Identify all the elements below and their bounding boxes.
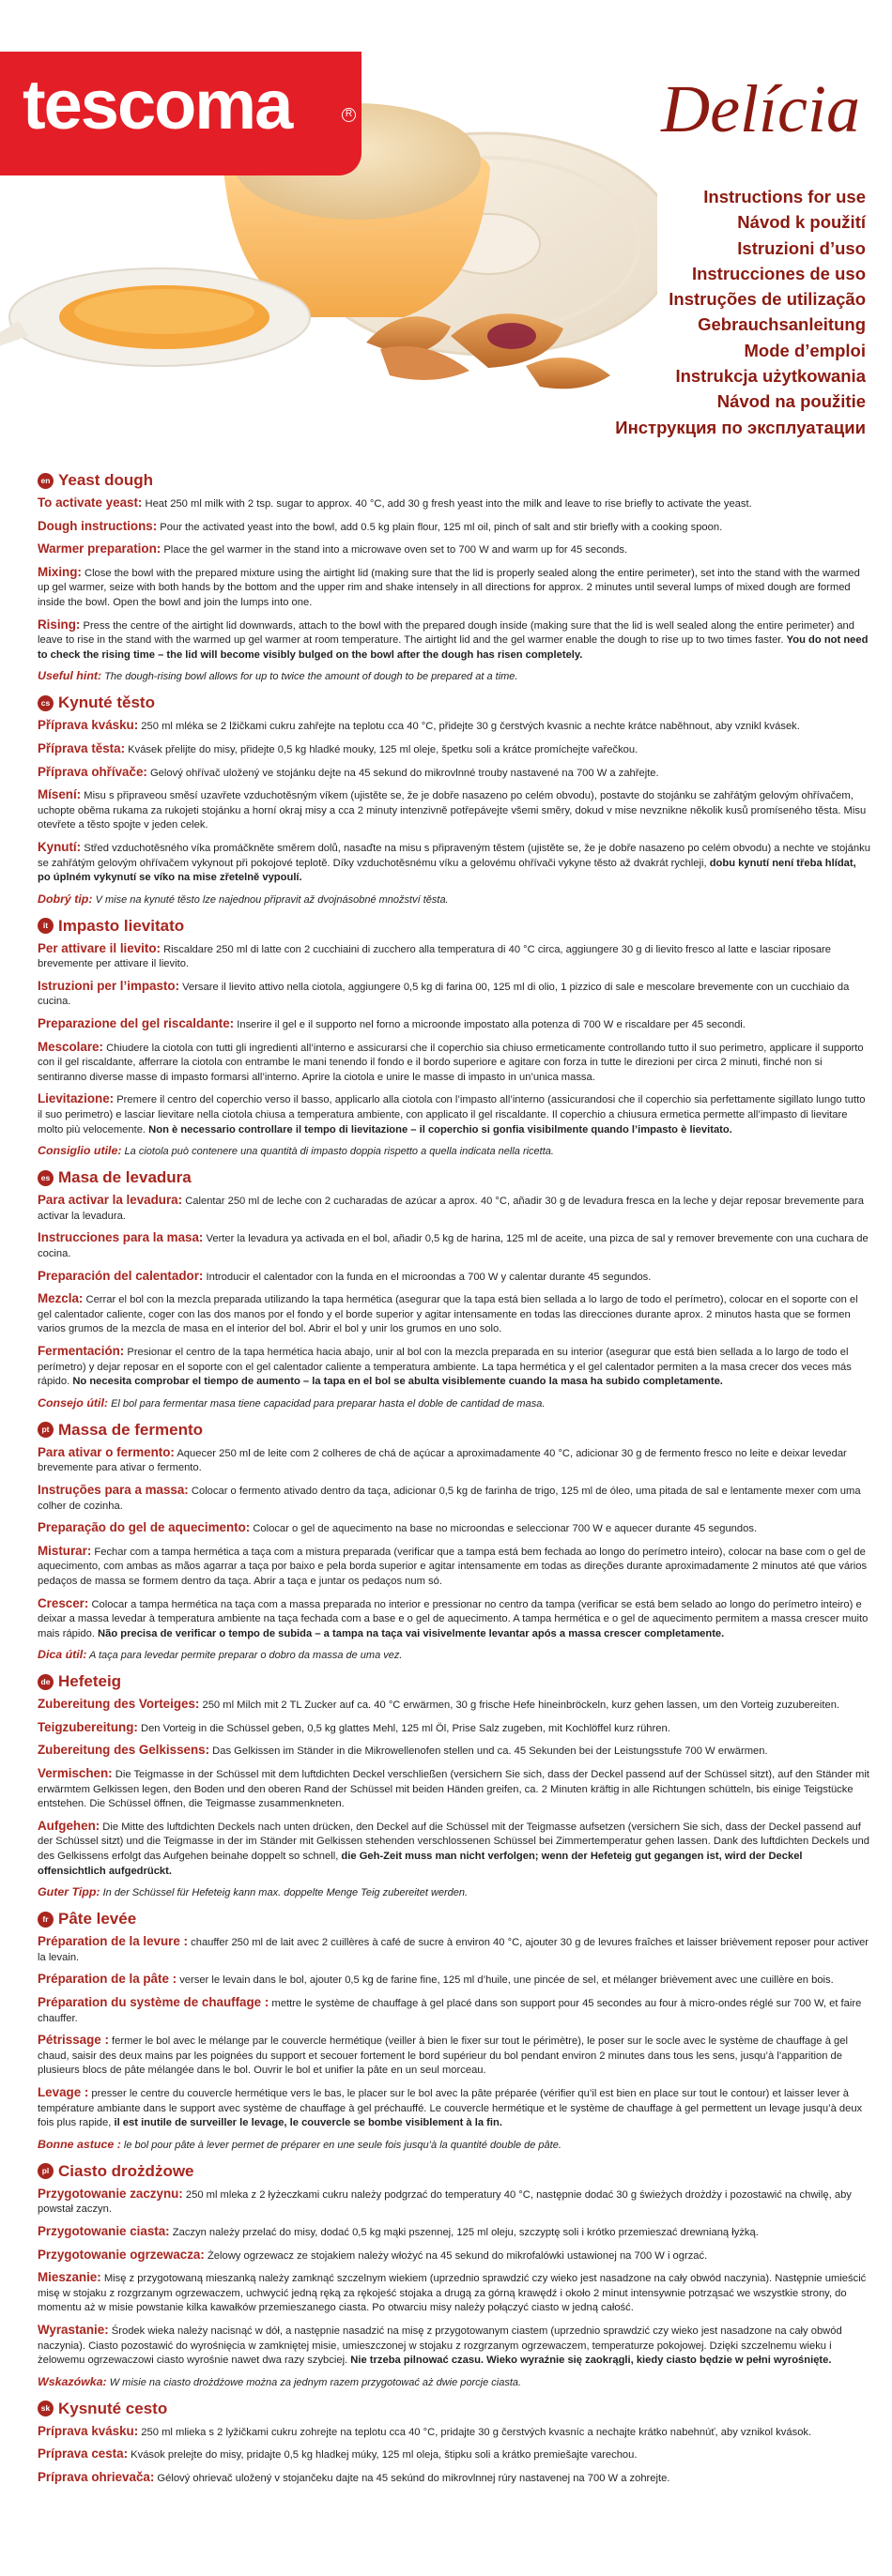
step-label: Zubereitung des Vorteiges:: [38, 1697, 200, 1712]
step-label: Fermentación:: [38, 1343, 125, 1358]
step-text: Calentar 250 ml de leche con 2 cucharadas de azúcar a aprox. 40 °C, añadir 30 g de levadura fresca en la leche y dejar reposar brevemente para activar la levadura.: [38, 1196, 864, 1222]
instruction-paragraph: [38, 718, 871, 735]
instruction-paragraph: [38, 979, 871, 1010]
step-text: Gelový ohřívač uložený ve stojánku dejte na 45 sekund do mikrovlnné trouby nastavené na 700 W a zahřejte.: [146, 767, 659, 779]
useful-hint: [38, 1396, 871, 1411]
hint-text: A taça para levedar permite preparar o dobro da massa de uma vez.: [86, 1650, 403, 1662]
step-label: Rising:: [38, 617, 81, 632]
step-label: Příprava těsta:: [38, 740, 126, 755]
step-text: Żelowy ogrzewacz ze stojakiem należy włożyć na 45 sekund do mikrofalówki ustawionej na 700 W i ogrzać.: [204, 2249, 708, 2262]
step-label: Preparazione del gel riscaldante:: [38, 1016, 235, 1031]
step-text: Die Teigmasse in der Schüssel mit dem luftdichten Deckel verschließen (versichern Sie sich, dass der Deckel passend auf der Schüssel sitzt), auf den Ständer mit erwärmtem Gelkissen legen, den Boden und den oberen Rand der Schüssel mit beiden Händen greifen, ca. 2 Minuten kräftig in alle Richtungen schütteln, bis einige Teigstücke entstehen. Die Schüssel öffnen, die Teigmasse zusammenkneten.: [38, 1769, 869, 1810]
useful-hint: [38, 892, 871, 907]
step-label: Instrucciones para la masa:: [38, 1230, 204, 1245]
step-label: Préparation du système de chauffage :: [38, 1995, 269, 2009]
instruction-paragraph: [38, 765, 871, 782]
hint-text: The dough-rising bowl allows for up to twice the amount of dough to be prepared at a time.: [101, 671, 518, 683]
useful-hint: [38, 2375, 871, 2390]
instruction-paragraph: [38, 1743, 871, 1760]
step-label: Mescolare:: [38, 1039, 103, 1054]
section-heading: [38, 1670, 871, 1693]
useful-hint: [38, 1885, 871, 1900]
language-code-badge: de: [38, 1674, 54, 1690]
instruction-paragraph: [38, 1934, 871, 1965]
instruction-paragraph: [38, 741, 871, 758]
instruction-paragraph: [38, 2323, 871, 2369]
instruction-paragraph: [38, 1230, 871, 1261]
instruction-paragraph: [38, 1445, 871, 1476]
step-label: Mezcla:: [38, 1291, 84, 1306]
instruction-paragraph: [38, 2224, 871, 2241]
language-code-badge: sk: [38, 2401, 54, 2416]
step-label: Mísení:: [38, 787, 82, 802]
step-text: Fechar com a tampa hermética a taça com a mistura preparada (verificar que a tampa está bem fechada ao longo do perímetro inteiro), colocar na base com o gel de aquecimento, com ambas as mãos agarrar a taça por baixo e pela borda superior e agitar intensamente em todas as direções durante aproximadamente 2 minutos até que vários pedaços de massa se formem dentro da taça. Abrir a taça e juntar os pedaços num só.: [38, 1546, 868, 1587]
instruction-paragraph: [38, 1483, 871, 1514]
step-label: Préparation de la pâte :: [38, 1972, 177, 1987]
step-text: presser le centre du couvercle hermétique vers le bas, le placer sur le bol avec la pâte préparée (vérifier qu’il est bien en place sur tout le contour) et laisser lever à température ambiante dans le support avec système de chauffage à gel préchauffé. Le couvercle hermétique et le système de chauffage à gel permettent un levage jusqu’à deux fois plus rapide,: [38, 2087, 863, 2129]
step-text: Cerrar el bol con la mezcla preparada utilizando la tapa hermética (asegurar que la tapa está bien sellada a lo largo de todo el perímetro), colocar en el soporte con el gel calentador caliente, coger con las dos manos por el fondo y el borde superior y agitar intensamente en todas las direcciones durante aprox. 2 minutos hasta que se formen varios grumos de la mezcla de masa en el interior del bol. Abrir el bol y unir los grumos en uno solo.: [38, 1294, 858, 1335]
step-label: Per attivare il lievito:: [38, 940, 161, 955]
step-text: verser le levain dans le bol, ajouter 0,5 kg de farine fine, 125 ml d’huile, une pincée de sel, et mélanger brièvement avec une cuillère en bois.: [177, 1974, 834, 1987]
language-code-badge: es: [38, 1170, 54, 1186]
step-text: Misę z przygotowaną mieszanką należy zamknąć szczelnym wiekiem (uprzednio sprawdzić czy wieko jest nasadzone na cały obwód naczynia). Następnie umieścić misę w stojaku z rozgrzanym ogrzewaczem, uchwycić jedną ręką za rękojeść stojaka a drugą za górną krawędź i około 2 minut intensywnie potrząsać we wszystkie strony, do momentu aż w misie powstanie kilka kawałków przemieszanego ciasta. Po otwarciu misy należy połączyć ciasto w jedną całość.: [38, 2273, 867, 2314]
step-label: Preparación del calentador:: [38, 1268, 204, 1283]
logo-text: tescoma: [23, 66, 292, 144]
useful-hint: [38, 669, 871, 684]
instruction-paragraph: [38, 1972, 871, 1989]
instruction-paragraph: [38, 2470, 871, 2487]
instruction-paragraph: [38, 1091, 871, 1137]
instruction-title: Instrukcja użytkowania: [675, 366, 866, 387]
section-fr: [38, 1908, 871, 2153]
instruction-paragraph: [38, 495, 871, 512]
instruction-title: Instruções de utilização: [669, 289, 866, 310]
section-sk: [38, 2398, 871, 2487]
step-text: Premere il centro del coperchio verso il basso, applicarlo alla ciotola con l’impasto all’interno (assicurandosi che il coperchio sia perfettamente sigillato lungo tutto il suo perimetro) e lasciar lievitare nella ciotola chiusa a temperatura ambiente, con applicato il gel riscaldante. Il coperchio a chiusura ermetica permette all’impasto di lievitare molto più velocemente.: [38, 1094, 866, 1136]
step-label: Příprava ohřívače:: [38, 764, 147, 779]
instruction-paragraph: [38, 1269, 871, 1286]
step-text: Střed vzduchotěsného víka promáčkněte směrem dolů, nasaďte na misu s připraveným těstem (ujistěte se, že je dobře nasazeno po celém obvodu) a nechte ve stojánku se zahřátým gelovým ohřívačem vykynout při pokojové teplotě. Díky vzduchotěsnému víku a gelovému ohřívači vykyne těsto až dvakrát rychleji,: [38, 842, 870, 869]
step-text: Misu s připraveou směsí uzavřete vzduchotěsným víkem (ujistěte se, že je dobře nasazeno po celém obvodu), postavte do stojánku se zahřátým gelovým ohřívačem, uchopte oběma rukama za rukojeti stojánku a horní okraj misy a cca 2 minuty intenzivně potřepávejte všemi směry, dokud v mise nevznikne několik kusů promíseného těsta. Misu otevřete a těsto spojte v jeden celek.: [38, 790, 867, 831]
step-text: Riscaldare 250 ml di latte con 2 cucchiaini di zucchero alla temperatura di 40 °C circa, aggiungere 30 g di lievito fresco al latte e lasciar riposare brevemente per attivare il lievito.: [38, 943, 831, 970]
hint-label: Dica útil:: [38, 1648, 87, 1662]
hint-text: In der Schüssel für Hefeteig kann max. doppelte Menge Teig zubereitet werden.: [100, 1887, 469, 1899]
useful-hint: [38, 1144, 871, 1159]
step-text: Verter la levadura ya activada en el bol, añadir 0,5 kg de harina, 125 ml de aceite, una pizca de sal y remover brevemente con una cuchara de cocina.: [38, 1233, 869, 1259]
step-text: Colocar o gel de aquecimento na base no microondas e seleccionar 700 W e aquecer durante 45 segundos.: [250, 1523, 758, 1535]
instruction-paragraph: [38, 1344, 871, 1390]
section-title: Impasto lievitato: [58, 916, 185, 935]
step-text: fermer le bol avec le mélange par le couvercle hermétique (veiller à bien le fixer sur tout le périmètre), le poser sur le socle avec le système de chauffage à gel chaud, saisir des deux mains par les poignées du support et secouer fortement le bord supérieur du bol pendant environ 2 minutes dans tous les sens, jusqu’à l’apparition de plusieurs blocs de pâte mélangée dans le bol. Ouvrir le bol et unifier la pâte en un seul morceau.: [38, 2035, 848, 2077]
step-text: chauffer 250 ml de lait avec 2 cuillères à café de sucre à environ 40 °C, ajouter 30 g de levures fraîches et laisser brièvement reposer pour activer la levain.: [38, 1937, 869, 1963]
step-text: Heat 250 ml milk with 2 tsp. sugar to approx. 40 °C, add 30 g fresh yeast into the milk and leave to rise briefly to activate the yeast.: [142, 498, 752, 510]
section-pl: [38, 2160, 871, 2390]
step-text: Close the bowl with the prepared mixture using the airtight lid (making sure that the lid is properly sealed along the entire perimeter), set into the stand with the warmed up gel warmer, seize with both hands by the bottom and the upper rim and shake intensely in all directions for approx. 2 minutes until several lumps of mixed dough are formed inside the bowl. Open the bowl and join the lumps into one.: [38, 567, 860, 608]
step-emphasis: die Geh-Zeit muss man nicht verfolgen; wenn der Hefeteig gut gegangen ist, wird der Deckel offensichtlich aufgedrückt.: [38, 1851, 803, 1877]
step-text: Die Mitte des luftdichten Deckels nach unten drücken, den Deckel auf die Schüssel mit der Teigmasse aufsetzen (versichern Sie sich, dass der Deckel passend auf der Schüssel sitzt) und die Teigmasse in der im Ständer mit Gelkissen stehenden verschlossenen Schüssel bei Zimmertemperatur gehen lassen. Dank des luftdichten Deckels und des Gelkissens erfolgt das Aufgehen beinahe doppelt so schnell,: [38, 1821, 869, 1863]
instruction-paragraph: [38, 1040, 871, 1086]
hint-text: W misie na ciasto drożdżowe można za jednym razem przygotować aż dwie porcje ciasta.: [106, 2376, 522, 2388]
instruction-paragraph: [38, 787, 871, 833]
hint-label: Dobrý tip:: [38, 892, 93, 906]
section-en: [38, 469, 871, 684]
instruction-paragraph: [38, 1766, 871, 1812]
instruction-paragraph: [38, 1016, 871, 1033]
step-text: Introducir el calentador con la funda en el microondas a 700 W y calentar durante 45 segundos.: [203, 1271, 652, 1283]
hint-label: Consiglio utile:: [38, 1144, 122, 1158]
instruction-paragraph: [38, 2085, 871, 2131]
step-text: Press the centre of the airtight lid downwards, attach to the bowl with the prepared dough inside (making sure that the lid is well sealed along the entire perimeter) and leave to rise in the stand with the warmed up gel warmer at room temperature. The airtight lid and the gel warmer enable the dough to rise up to two times faster.: [38, 619, 854, 647]
product-name: Delícia: [661, 71, 860, 146]
section-cs: [38, 692, 871, 907]
step-label: Vermischen:: [38, 1766, 113, 1781]
language-code-badge: cs: [38, 695, 54, 711]
step-label: Lievitazione:: [38, 1091, 115, 1106]
step-text: Presionar el centro de la tapa hermética hacia abajo, unir al bol con la mezcla preparada en su interior (asegurar que está bien sellada a lo largo de todo el perímetro) y dejar reposar en el soporte con el gel calentador caliente a temperatura ambiente. La tapa hermética y el gel calentador permiten a la masa crecer dos veces más rápido.: [38, 1346, 852, 1388]
step-label: Dough instructions:: [38, 518, 158, 533]
hint-text: La ciotola può contenere una quantità di impasto doppia rispetto a quella indicata nella ricetta.: [121, 1146, 554, 1158]
step-label: Instruções para a massa:: [38, 1482, 189, 1497]
step-label: Příprava kvásku:: [38, 718, 139, 733]
step-label: Przygotowanie ciasta:: [38, 2223, 170, 2238]
step-label: To activate yeast:: [38, 495, 143, 510]
section-heading: [38, 2398, 871, 2420]
hint-label: Bonne astuce :: [38, 2137, 121, 2151]
section-de: [38, 1670, 871, 1900]
section-title: Kynuté těsto: [58, 694, 155, 712]
instruction-paragraph: [38, 1291, 871, 1337]
step-text: Inserire il gel e il supporto nel forno a microonde impostato alla potenza di 700 W e riscaldare per 45 secondi.: [234, 1019, 746, 1031]
step-text: 250 ml mlieka s 2 lyžičkami cukru zohrejte na teplotu cca 40 °C, pridajte 30 g čerstvých kvasníc a nechajte krátko nabehnúť, aby vznikol kvások.: [138, 2426, 812, 2438]
section-it: [38, 915, 871, 1160]
section-es: [38, 1166, 871, 1411]
instruction-title: Istruzioni d’uso: [737, 237, 866, 258]
step-label: Préparation de la levure :: [38, 1934, 189, 1949]
language-code-badge: fr: [38, 1912, 54, 1928]
language-code-badge: pl: [38, 2163, 54, 2179]
instruction-title: Instructions for use: [703, 187, 866, 206]
step-emphasis: Non è necessario controllare il tempo di lievitazione – il coperchio si gonfia visibilmente quando l’impasto è lievitato.: [148, 1123, 732, 1136]
section-heading: [38, 1166, 871, 1189]
section-title: Massa de fermento: [58, 1420, 203, 1439]
registered-mark: R: [342, 108, 356, 122]
step-label: Príprava kvásku:: [38, 2423, 139, 2438]
instruction-paragraph: [38, 840, 871, 886]
step-label: Levage :: [38, 2084, 89, 2099]
instruction-title: Návod na použitie: [716, 391, 866, 412]
step-label: Preparação do gel de aquecimento:: [38, 1520, 251, 1535]
instruction-paragraph: [38, 2270, 871, 2316]
header: [0, 0, 892, 441]
instruction-paragraph: [38, 2248, 871, 2264]
instruction-paragraph: [38, 1720, 871, 1737]
hint-label: Wskazówka:: [38, 2374, 107, 2388]
step-text: Place the gel warmer in the stand into a microwave oven set to 700 W and warm up for 45 seconds.: [161, 544, 628, 556]
instruction-paragraph: [38, 1544, 871, 1590]
instructions-content: [38, 469, 871, 2492]
section-title: Pâte levée: [58, 1910, 137, 1928]
instruction-paragraph: [38, 1520, 871, 1537]
step-text: mettre le système de chauffage à gel placé dans son support pour 45 secondes au four à micro-ondes réglé sur 700 W, et faire chauffer.: [38, 1998, 862, 2024]
instruction-paragraph: [38, 519, 871, 536]
step-label: Przygotowanie ogrzewacza:: [38, 2247, 205, 2262]
hint-text: le bol pour pâte à lever permet de préparer en une seule fois jusqu’à la quantité double de pâte.: [120, 2139, 561, 2151]
section-heading: [38, 692, 871, 714]
section-heading: [38, 915, 871, 937]
step-emphasis: No necesita comprobar el tiempo de aumento – la tapa en el bol se abulta visiblemente cuando la masa ha subido completamente.: [72, 1376, 723, 1388]
section-title: Ciasto drożdżowe: [58, 2161, 194, 2180]
instruction-paragraph: [38, 2424, 871, 2441]
step-label: Przygotowanie zaczynu:: [38, 2186, 183, 2201]
step-text: Kvások prelejte do misy, pridajte 0,5 kg hladkej múky, 125 ml oleja, štipku soli a krátko premiešajte varechou.: [128, 2449, 638, 2462]
hint-label: Useful hint:: [38, 669, 102, 683]
step-text: Chiudere la ciotola con tutti gli ingredienti all’interno e assicurarsi che il coperchio sia chiuso ermeticamente controllando tutto il suo perimetro, applicare il supporto con il gel riscaldante, afferrare la ciotola con entrambe le mani tenendo il fondo e il bordo superiore e agitare con forza in tutte le direzioni per circa 2 minuti, finché non si sentiranno diverse masse di impasto formarsi all’interno. Aprire la ciotola e unire le masse di impasto in un’unica massa.: [38, 1042, 864, 1083]
step-text: Aquecer 250 ml de leite com 2 colheres de chá de açúcar a aproximadamente 40 °C, adicionar 30 g de fermento fresco no leite e deixar levedar brevemente para ativar o fermento.: [38, 1447, 847, 1474]
instruction-paragraph: [38, 565, 871, 611]
instruction-paragraph: [38, 617, 871, 663]
step-text: Colocar o fermento ativado dentro da taça, adicionar 0,5 kg de farinha de trigo, 125 ml de óleo, uma pitada de sal e lentamente mexer com uma colher de cozinha.: [38, 1485, 861, 1512]
step-emphasis: You do not need to check the rising time – the lid will become visibly bulged on the bowl after the dough has risen completely.: [38, 634, 869, 661]
step-text: Pour the activated yeast into the bowl, add 0.5 kg plain flour, 125 ml oil, pinch of salt and stir briefly with a cooking spoon.: [157, 521, 723, 533]
instruction-paragraph: [38, 1193, 871, 1224]
instruction-paragraph: [38, 2446, 871, 2463]
language-code-badge: pt: [38, 1422, 54, 1438]
hint-label: Guter Tipp:: [38, 1885, 100, 1899]
section-heading: [38, 1908, 871, 1930]
step-label: Kynutí:: [38, 839, 82, 854]
step-label: Crescer:: [38, 1595, 89, 1610]
useful-hint: [38, 2138, 871, 2153]
step-text: Kvásek přelijte do misy, přidejte 0,5 kg hladké mouky, 125 ml oleje, špetku soli a krátce promíchejte vařečkou.: [125, 743, 638, 755]
instruction-paragraph: [38, 1596, 871, 1642]
language-code-badge: en: [38, 473, 54, 489]
step-label: Zubereitung des Gelkissens:: [38, 1743, 210, 1758]
brand-logo: [0, 52, 361, 175]
step-text: Das Gelkissen im Ständer in die Mikrowellenofen stellen und ca. 45 Sekunden bei der Leistungsstufe 700 W erwärmen.: [209, 1745, 768, 1758]
step-text: Środek wieka należy nacisnąć w dół, a następnie nasadzić na misę z przygotowanym ciastem (uprzednio sprawdzić czy wieko jest nasadzone na cały obwód naczynia). Ciasto pozostawić do wyrośnięcia w zamkniętej misie, umieszczonej w stojaku z rozgrzanym ogrzewaczem, temperaturze pokojowej. Dzięki szczelnemu wieku i żelowemu ogrzewaczowi ciasto wyrośnie nawet dwa razy szybciej.: [38, 2324, 842, 2367]
step-label: Mixing:: [38, 564, 82, 579]
step-text: Gélový ohrievač uložený v stojančeku dajte na 45 sekúnd do mikrovlnnej rúry nastavenej na 700 W a zohrejte.: [154, 2472, 670, 2484]
section-title: Kysnuté cesto: [58, 2399, 168, 2417]
step-label: Wyrastanie:: [38, 2322, 109, 2337]
instruction-title: Инструкция по эксплуатации: [615, 417, 866, 437]
step-label: Aufgehen:: [38, 1818, 100, 1833]
section-heading: [38, 469, 871, 492]
step-label: Mieszanie:: [38, 2270, 101, 2285]
step-text: Colocar a tampa hermética na taça com a massa preparada no interior e pressionar no centro da tampa (verificar se está bem selado ao longo do perímetro inteiro) e deixar a massa levedar à temperatura ambiente na taça fechada com a base e o gel de aquecimento. A tampa hermética e o gel de aquecimento permitem a massa crescer muito mais rápido.: [38, 1598, 869, 1639]
step-emphasis: dobu kynutí není třeba hlídat, po úplném vykynutí se víko na mise zřetelně vypoulí.: [38, 857, 856, 884]
instruction-paragraph: [38, 1995, 871, 2026]
instruction-paragraph: [38, 2187, 871, 2218]
step-emphasis: Não precisa de verificar o tempo de subida – a tampa na taça vai visivelmente levantar após a massa crescer completamente.: [98, 1627, 725, 1639]
step-label: Istruzioni per l’impasto:: [38, 978, 180, 993]
instruction-paragraph: [38, 1819, 871, 1879]
step-text: 250 ml mléka se 2 lžičkami cukru zahřejte na teplotu cca 40 °C, přidejte 30 g čerstvých kvasnic a nechte krátce naběhnout, aby vznikl kvásek.: [138, 721, 800, 733]
useful-hint: [38, 1648, 871, 1663]
instruction-paragraph: [38, 541, 871, 558]
instruction-paragraph: [38, 941, 871, 972]
step-text: 250 ml Milch mit 2 TL Zucker auf ca. 40 °C erwärmen, 30 g frische Hefe hineinbröckeln, kurz gehen lassen, um den Vorteig zuzubereiten.: [199, 1700, 840, 1712]
hint-label: Consejo útil:: [38, 1395, 109, 1410]
step-text: 250 ml mleka z 2 łyżeczkami cukru należy podgrzać do temperatury 40 °C, następnie dodać 30 g świeżych drożdży i pozostawić na chwilę, aby powstał zaczyn.: [38, 2188, 852, 2216]
instruction-titles: [615, 184, 866, 440]
step-emphasis: Nie trzeba pilnować czasu. Wieko wyraźnie się zaokrągli, kiedy ciasto będzie w pełni wyrośnięte.: [350, 2355, 832, 2367]
instruction-title: Mode d’emploi: [744, 340, 866, 360]
hint-text: El bol para fermentar masa tiene capacidad para preparar hasta el doble de cantidad de masa.: [108, 1397, 546, 1410]
step-text: Den Vorteig in die Schüssel geben, 0,5 kg glattes Mehl, 125 ml Öl, Prise Salz zugeben, mit Kochlöffel kurz rühren.: [137, 1722, 670, 1734]
hint-text: V mise na kynuté těsto lze najednou připravit až dvojnásobné množství těsta.: [92, 893, 449, 906]
instruction-title: Instrucciones de uso: [691, 263, 866, 283]
section-title: Masa de levadura: [58, 1168, 192, 1187]
step-text: Versare il lievito attivo nella ciotola, aggiungere 0,5 kg di farina 00, 125 ml di olio, 1 pizzico di sale e mescolare brevemente con un cucchiaio da cucina.: [38, 981, 850, 1008]
instruction-paragraph: [38, 2033, 871, 2079]
section-pt: [38, 1419, 871, 1664]
instruction-title: Návod k použití: [737, 212, 866, 233]
step-label: Misturar:: [38, 1543, 92, 1558]
step-label: Warmer preparation:: [38, 541, 161, 556]
step-label: Para ativar o fermento:: [38, 1444, 175, 1459]
instruction-title: Gebrauchsanleitung: [698, 314, 866, 335]
step-label: Príprava cesta:: [38, 2446, 129, 2462]
step-label: Pétrissage :: [38, 2033, 109, 2048]
step-text: Zaczyn należy przelać do misy, dodać 0,5 kg mąki pszennej, 125 ml oleju, szczyptę soli i krótko przemieszać drewnianą łyżką.: [169, 2226, 759, 2238]
section-title: Hefeteig: [58, 1672, 122, 1691]
step-label: Príprava ohrievača:: [38, 2469, 155, 2484]
step-emphasis: il est inutile de surveiller le levage, le couvercle se bombe visiblement à la fin.: [114, 2117, 502, 2129]
step-label: Teigzubereitung:: [38, 1719, 138, 1734]
instruction-paragraph: [38, 1697, 871, 1714]
section-title: Yeast dough: [58, 471, 154, 489]
language-code-badge: it: [38, 918, 54, 934]
section-heading: [38, 2160, 871, 2183]
section-heading: [38, 1419, 871, 1441]
step-label: Para activar la levadura:: [38, 1193, 183, 1208]
